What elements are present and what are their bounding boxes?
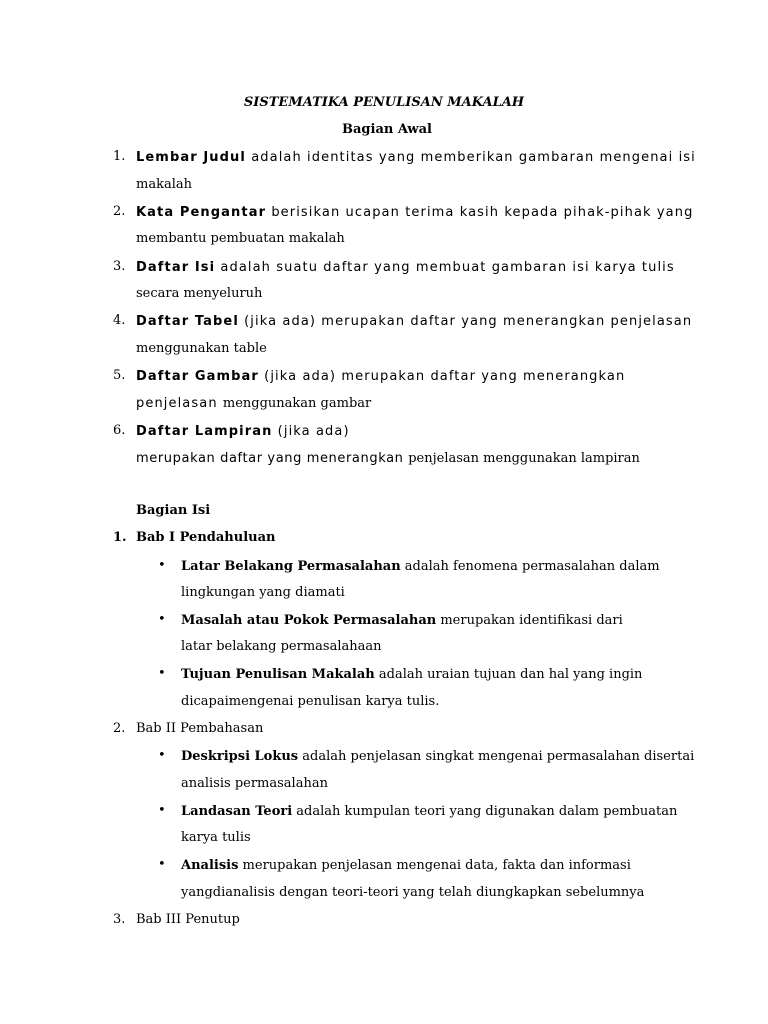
list-item-text: Daftar Tabel (jika ada) merupakan daftar yang menerangkan penjelasan: [136, 314, 693, 329]
list-number: 3.: [113, 259, 126, 274]
list-number: 4.: [113, 313, 126, 328]
list-number: 6.: [113, 423, 126, 438]
list-item-text: Lembar Judul adalah identitas yang memberikan gambaran mengenai isi: [136, 150, 696, 165]
bullet-icon: •: [158, 803, 166, 818]
chapter-title: Bab III Penutup: [136, 912, 240, 927]
bullet-text: Deskripsi Lokus adalah penjelasan singkat mengenai permasalahan disertai: [181, 749, 695, 764]
bullet-continuation: lingkungan yang diamati: [181, 585, 345, 600]
document-title: SISTEMATIKA PENULISAN MAKALAH: [243, 95, 525, 110]
list-number: 3.: [113, 912, 126, 927]
list-item-continuation: menggunakan table: [136, 341, 267, 356]
list-item-text: Daftar Isi adalah suatu daftar yang membuat gambaran isi karya tulis: [136, 260, 675, 275]
list-item-text: Daftar Lampiran (jika ada): [136, 424, 350, 439]
bullet-icon: •: [158, 558, 166, 573]
section-heading-bagian-awal: Bagian Awal: [342, 122, 432, 137]
list-number: 5.: [113, 368, 126, 383]
list-item-text: Kata Pengantar berisikan ucapan terima kasih kepada pihak-pihak yang: [136, 205, 694, 220]
bullet-continuation: yangdianalisis dengan teori-teori yang telah diungkapkan sebelumnya: [181, 885, 645, 900]
chapter-title: Bab II Pembahasan: [136, 721, 264, 736]
list-item-continuation: penjelasan menggunakan gambar: [136, 396, 372, 411]
chapter-title: Bab I Pendahuluan: [136, 530, 276, 545]
section-heading-bagian-isi: Bagian Isi: [136, 503, 211, 518]
bullet-icon: •: [158, 857, 166, 872]
bullet-text: Tujuan Penulisan Makalah adalah uraian tujuan dan hal yang ingin: [181, 667, 643, 682]
bullet-icon: •: [158, 748, 166, 763]
bullet-continuation: dicapaimengenai penulisan karya tulis.: [181, 694, 440, 709]
list-number: 2.: [113, 721, 126, 736]
bullet-continuation: karya tulis: [181, 830, 251, 845]
bullet-text: Analisis merupakan penjelasan mengenai data, fakta dan informasi: [181, 858, 631, 873]
bullet-text: Latar Belakang Permasalahan adalah fenomena permasalahan dalam: [181, 559, 660, 574]
bullet-text: Masalah atau Pokok Permasalahan merupakan identifikasi dari: [181, 613, 623, 628]
bullet-continuation: latar belakang permasalahaan: [181, 639, 382, 654]
list-item-text: Daftar Gambar (jika ada) merupakan daftar yang menerangkan: [136, 369, 626, 384]
list-item-continuation: secara menyeluruh: [136, 286, 263, 301]
bullet-icon: •: [158, 612, 166, 627]
list-item-continuation: makalah: [136, 177, 192, 192]
bullet-continuation: analisis permasalahan: [181, 776, 328, 791]
bullet-icon: •: [158, 666, 166, 681]
bullet-text: Landasan Teori adalah kumpulan teori yang digunakan dalam pembuatan: [181, 804, 678, 819]
list-item-continuation: merupakan daftar yang menerangkan penjelasan menggunakan lampiran: [136, 451, 640, 466]
list-number: 1.: [113, 530, 127, 545]
list-item-continuation: membantu pembuatan makalah: [136, 231, 345, 246]
list-number: 1.: [113, 149, 126, 164]
list-number: 2.: [113, 204, 126, 219]
